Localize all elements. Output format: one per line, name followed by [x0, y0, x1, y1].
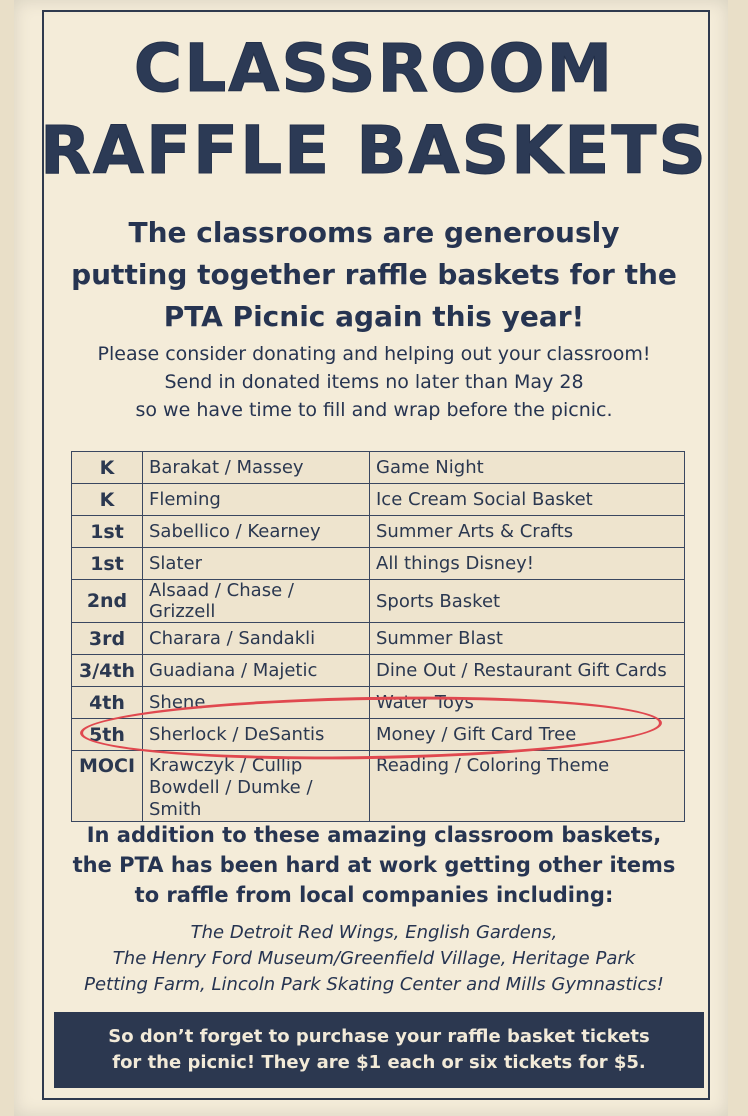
- teacher-cell: Shene: [143, 687, 370, 719]
- addition-line: the PTA has been hard at work getting other items: [72, 853, 676, 877]
- teacher-line: Bowdell / Dumke / Smith: [149, 777, 313, 820]
- companies-line: The Henry Ford Museum/Greenfield Village, Heritage Park: [112, 948, 636, 969]
- teacher-cell: Slater: [143, 548, 370, 580]
- teacher-line: Krawczyk / Cullip: [149, 755, 303, 776]
- intro-line: Please consider donating and helping out your classroom!: [97, 343, 651, 365]
- companies-line: Petting Farm, Lincoln Park Skating Center and Mills Gymnastics!: [84, 974, 664, 995]
- grade-cell: MOCI: [72, 751, 143, 822]
- companies-line: The Detroit Red Wings, English Gardens,: [190, 922, 558, 943]
- companies-list: [50, 920, 698, 998]
- subheading-line: PTA Picnic again this year!: [163, 300, 585, 333]
- basket-cell: Dine Out / Restaurant Gift Cards: [370, 655, 685, 687]
- grade-cell: 1st: [72, 516, 143, 548]
- grade-cell: 2nd: [72, 580, 143, 623]
- grade-cell: 1st: [72, 548, 143, 580]
- raffle-table: [71, 451, 685, 822]
- footer-line: So don’t forget to purchase your raffle basket tickets: [108, 1026, 650, 1047]
- basket-cell: Summer Arts & Crafts: [370, 516, 685, 548]
- grade-cell: 3rd: [72, 623, 143, 655]
- teacher-cell: [143, 751, 370, 822]
- footer-line: for the picnic! They are $1 each or six tickets for $5.: [112, 1052, 646, 1073]
- subheading-line: The classrooms are generously: [128, 216, 620, 249]
- intro-text: [50, 340, 698, 424]
- intro-line: Send in donated items no later than May 28: [164, 371, 584, 393]
- teacher-cell: Barakat / Massey: [143, 452, 370, 484]
- table-row: [72, 452, 685, 484]
- basket-cell: Money / Gift Card Tree: [370, 719, 685, 751]
- teacher-cell: Sabellico / Kearney: [143, 516, 370, 548]
- subheading: [50, 212, 698, 338]
- basket-cell: All things Disney!: [370, 548, 685, 580]
- grade-cell: 3/4th: [72, 655, 143, 687]
- title-line-1: CLASSROOM: [133, 30, 615, 107]
- intro-line: so we have time to fill and wrap before the picnic.: [135, 399, 613, 421]
- grade-cell: K: [72, 484, 143, 516]
- grade-cell: K: [72, 452, 143, 484]
- table-row: [72, 516, 685, 548]
- addition-text: [50, 820, 698, 910]
- teacher-cell: Sherlock / DeSantis: [143, 719, 370, 751]
- teacher-cell: Charara / Sandakli: [143, 623, 370, 655]
- table-row: [72, 548, 685, 580]
- grade-cell: 4th: [72, 687, 143, 719]
- teacher-cell: Alsaad / Chase / Grizzell: [143, 580, 370, 623]
- table-row: [72, 655, 685, 687]
- grade-cell: 5th: [72, 719, 143, 751]
- teacher-cell: Fleming: [143, 484, 370, 516]
- basket-cell: Game Night: [370, 452, 685, 484]
- table-row: [72, 751, 685, 822]
- table-row: [72, 623, 685, 655]
- title-line-2: RAFFLE BASKETS: [40, 112, 708, 189]
- addition-line: In addition to these amazing classroom baskets,: [86, 823, 662, 847]
- basket-cell: Water Toys: [370, 687, 685, 719]
- teacher-cell: Guadiana / Majetic: [143, 655, 370, 687]
- basket-cell: Reading / Coloring Theme: [370, 751, 685, 822]
- footer-banner: [54, 1012, 704, 1088]
- subheading-line: putting together raffle baskets for the: [71, 258, 677, 291]
- basket-cell: Ice Cream Social Basket: [370, 484, 685, 516]
- addition-line: to raffle from local companies including:: [134, 883, 614, 907]
- basket-cell: Summer Blast: [370, 623, 685, 655]
- table-row: [72, 580, 685, 623]
- basket-cell: Sports Basket: [370, 580, 685, 623]
- table-row: [72, 484, 685, 516]
